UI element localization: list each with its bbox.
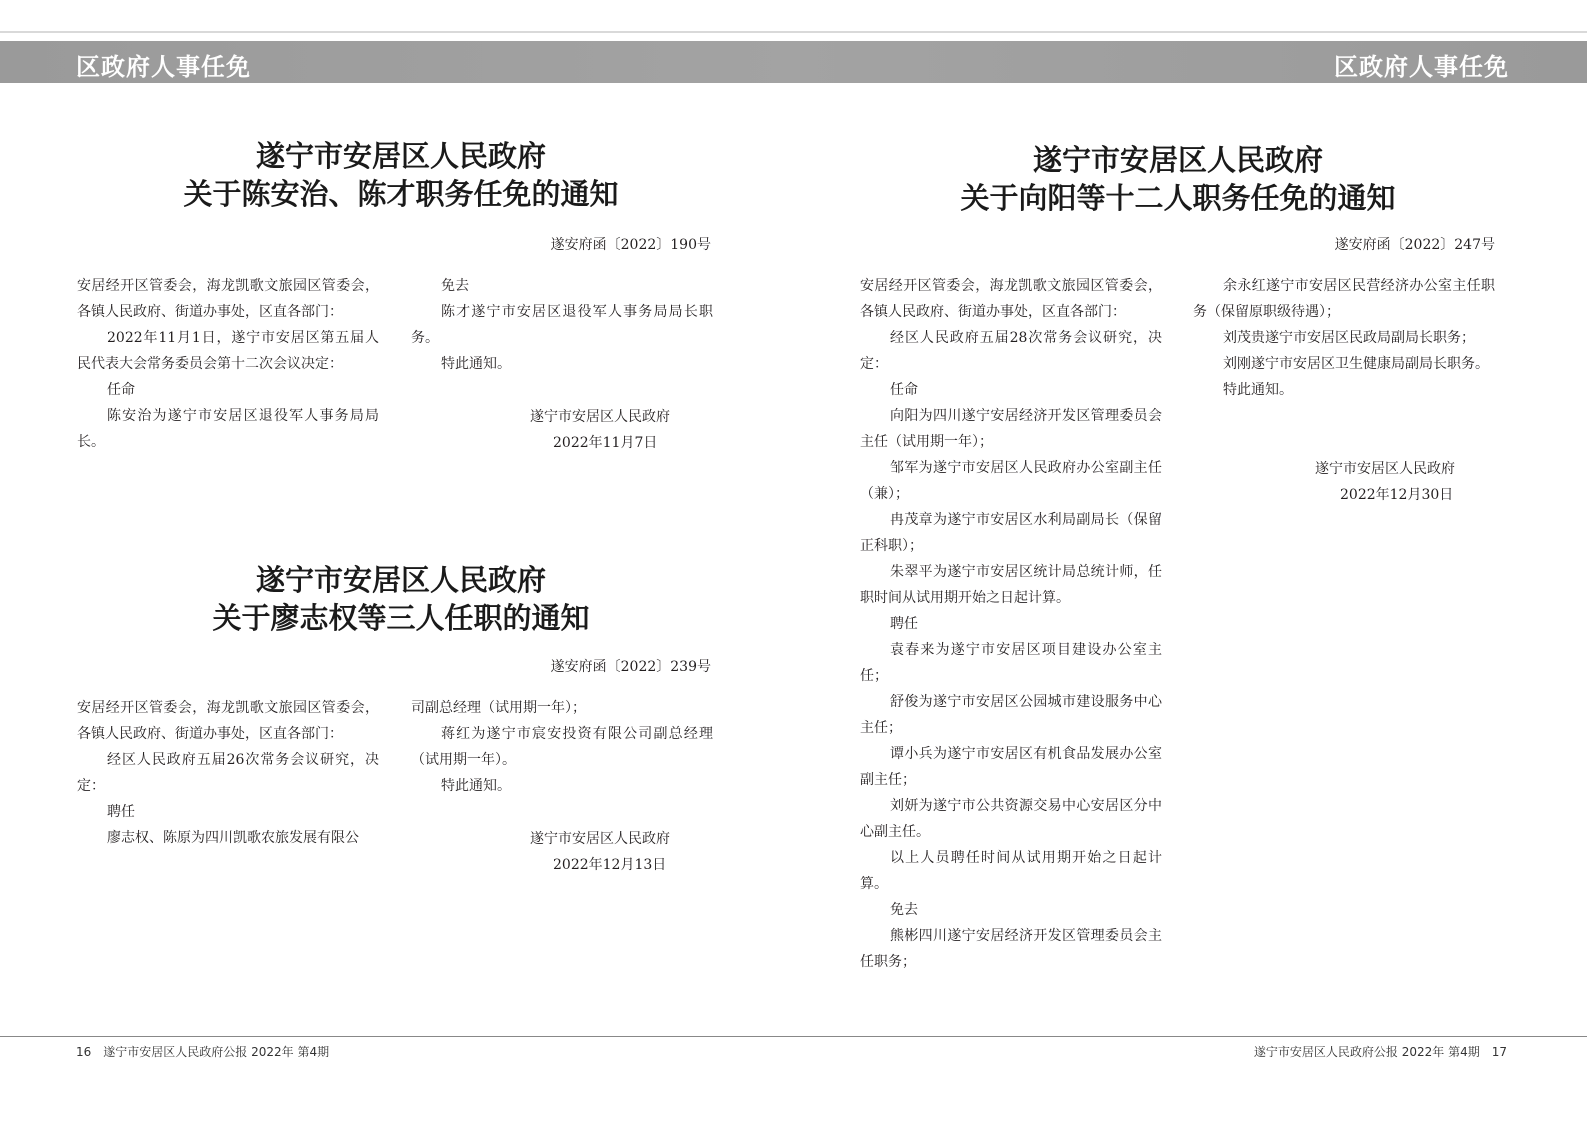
doc1-title-line2: 关于陈安治、陈才职务任免的通知 xyxy=(183,177,619,211)
page-number-right: 17 xyxy=(1491,1045,1507,1059)
doc1-addressee: 安居经开区管委会，海龙凯歌文旅园区管委会，各镇人民政府、街道办事处，区直各部门： xyxy=(77,278,379,320)
footer-right xyxy=(1254,1043,1507,1060)
doc2-closing: 特此通知。 xyxy=(441,778,511,794)
doc3-paragraph: 向阳为四川遂宁安居经济开发区管理委员会主任（试用期一年）； xyxy=(860,408,1162,450)
doc2-column-left xyxy=(77,695,379,851)
doc3-paragraph: 邹军为遂宁市安居区人民政府办公室副主任（兼）； xyxy=(860,460,1162,502)
doc2-signature: 遂宁市安居区人民政府 xyxy=(530,831,670,847)
doc1-date: 2022年11月7日 xyxy=(553,435,658,451)
doc1-title xyxy=(76,137,726,213)
doc3-paragraph: 舒俊为遂宁市安居区公园城市建设服务中心主任； xyxy=(860,694,1162,736)
doc2-title-line1: 遂宁市安居区人民政府 xyxy=(255,563,546,597)
doc3-paragraph: 经区人民政府五届28次常务会议研究，决定： xyxy=(860,330,1162,372)
footer-publication-right: 遂宁市安居区人民政府公报 2022年 第4期 xyxy=(1253,1045,1480,1059)
footer-left xyxy=(76,1043,329,1060)
doc1-signature: 遂宁市安居区人民政府 xyxy=(530,409,670,425)
doc2-number: 遂安府函〔2022〕239号 xyxy=(550,659,711,675)
doc3-closing: 特此通知。 xyxy=(1223,382,1293,398)
doc3-heading-appoint: 任命 xyxy=(890,382,918,398)
section-header-bar xyxy=(0,41,1587,83)
doc1-paragraph: 陈安治为遂宁市安居区退役军人事务局局长。 xyxy=(77,408,379,450)
doc3-paragraph: 余永红遂宁市安居区民营经济办公室主任职务（保留原职级待遇）； xyxy=(1193,278,1495,320)
doc2-paragraph: 司副总经理（试用期一年）； xyxy=(411,700,586,716)
doc2-title xyxy=(76,561,726,637)
doc1-number: 遂安府函〔2022〕190号 xyxy=(550,237,711,253)
doc1-paragraph: 2022年11月1日，遂宁市安居区第五届人民代表大会常务委员会第十二次会议决定： xyxy=(77,330,379,372)
doc3-title-line2: 关于向阳等十二人职务任免的通知 xyxy=(960,181,1396,215)
doc3-heading-hire: 聘任 xyxy=(890,616,918,632)
doc3-column-right xyxy=(1193,273,1495,403)
doc2-heading-hire: 聘任 xyxy=(107,804,135,820)
doc3-paragraph: 以上人员聘任时间从试用期开始之日起计算。 xyxy=(860,850,1162,892)
doc3-paragraph: 朱翠平为遂宁市安居区统计局总统计师，任职时间从试用期开始之日起计算。 xyxy=(860,564,1162,606)
doc2-title-line2: 关于廖志权等三人任职的通知 xyxy=(212,601,590,635)
doc1-column-left xyxy=(77,273,379,455)
doc1-title-line1: 遂宁市安居区人民政府 xyxy=(255,139,546,173)
section-title-right: 区政府人事任免 xyxy=(1334,53,1509,81)
doc1-heading-appoint: 任命 xyxy=(107,382,135,398)
footer-rule xyxy=(0,1036,1587,1037)
doc1-heading-remove: 免去 xyxy=(441,278,469,294)
doc2-date: 2022年12月13日 xyxy=(553,857,667,873)
doc3-paragraph: 熊彬四川遂宁安居经济开发区管理委员会主任职务； xyxy=(860,928,1162,970)
doc3-paragraph: 刘刚遂宁市安居区卫生健康局副局长职务。 xyxy=(1223,356,1489,372)
doc3-heading-remove: 免去 xyxy=(890,902,918,918)
page-number-left: 16 xyxy=(76,1045,92,1059)
doc3-paragraph: 袁春来为遂宁市安居区项目建设办公室主任； xyxy=(860,642,1162,684)
doc3-column-left xyxy=(860,273,1162,975)
doc3-addressee: 安居经开区管委会，海龙凯歌文旅园区管委会，各镇人民政府、街道办事处，区直各部门： xyxy=(860,278,1162,320)
doc1-paragraph: 陈才遂宁市安居区退役军人事务局局长职务。 xyxy=(411,304,713,346)
footer-publication-left: 遂宁市安居区人民政府公报 2022年 第4期 xyxy=(103,1045,330,1059)
section-title-left: 区政府人事任免 xyxy=(76,53,251,81)
doc3-number: 遂安府函〔2022〕247号 xyxy=(1334,237,1495,253)
doc1-column-right xyxy=(411,273,713,377)
top-rule xyxy=(0,31,1587,33)
doc3-paragraph: 刘妍为遂宁市公共资源交易中心安居区分中心副主任。 xyxy=(860,798,1162,840)
doc2-column-right xyxy=(411,695,713,799)
doc2-paragraph: 蒋红为遂宁市宸安投资有限公司副总经理（试用期一年）。 xyxy=(411,726,713,768)
doc3-paragraph: 谭小兵为遂宁市安居区有机食品发展办公室副主任； xyxy=(860,746,1162,788)
doc3-paragraph: 冉茂章为遂宁市安居区水利局副局长（保留正科职）； xyxy=(860,512,1162,554)
doc2-paragraph: 经区人民政府五届26次常务会议研究，决定： xyxy=(77,752,379,794)
doc3-title xyxy=(860,141,1496,217)
doc3-date: 2022年12月30日 xyxy=(1340,487,1454,503)
doc2-paragraph: 廖志权、陈原为四川凯歌农旅发展有限公 xyxy=(107,830,359,846)
doc1-closing: 特此通知。 xyxy=(441,356,511,372)
doc3-paragraph: 刘茂贵遂宁市安居区民政局副局长职务； xyxy=(1223,330,1475,346)
doc3-title-line1: 遂宁市安居区人民政府 xyxy=(1032,143,1323,177)
doc3-signature: 遂宁市安居区人民政府 xyxy=(1315,461,1455,477)
doc2-addressee: 安居经开区管委会，海龙凯歌文旅园区管委会，各镇人民政府、街道办事处，区直各部门： xyxy=(77,700,379,742)
